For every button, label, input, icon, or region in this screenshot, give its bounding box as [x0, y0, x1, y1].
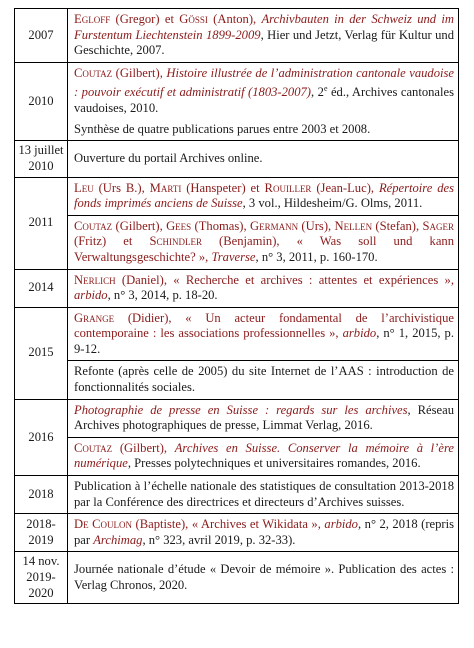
entry-text: Leu — [74, 180, 94, 195]
entry-text: Archimag — [93, 532, 143, 547]
entries-cell — [68, 552, 459, 604]
entry-text: (Urs B.), — [93, 180, 150, 195]
entry-text: Gees — [166, 218, 192, 233]
entry-text: Photographie de presse en Suisse : regards sur les archives — [74, 402, 408, 417]
entry-text: Journée nationale d’étude « Devoir de mémoire ». Publication des actes : Verlag Chronos, 2020. — [74, 562, 454, 592]
chronology-table — [14, 8, 459, 604]
entry-text: arbido — [342, 326, 377, 341]
entry-text: Schindler — [149, 234, 202, 249]
entry-text: arbido — [74, 288, 108, 303]
entry-text: Grange — [74, 310, 115, 325]
year-cell: 2007 — [15, 9, 68, 63]
entries-cell — [68, 9, 459, 63]
table-row — [15, 177, 459, 269]
year-cell: 2018 — [15, 476, 68, 514]
table-row — [15, 141, 459, 177]
entry-text: (Gilbert), — [112, 65, 167, 80]
table-row — [15, 552, 459, 604]
table-row — [15, 62, 459, 141]
year-cell: 13 juillet 2010 — [15, 141, 68, 177]
entry-text: (Didier), « Un acteur fondamental de l’archivistique contemporaine : les associations professionnelles », — [74, 310, 454, 341]
entry-text: , 2 — [311, 85, 324, 100]
entry — [68, 270, 458, 307]
entry-text: Marti — [149, 180, 182, 195]
year-cell: 2015 — [15, 307, 68, 399]
entry-text: , Presses polytechniques et universitaires romandes, 2016. — [127, 456, 421, 471]
entry-text: Germann — [249, 218, 299, 233]
year-cell: 2018-2019 — [15, 514, 68, 552]
entry-text: Ouverture du portail Archives online. — [74, 151, 263, 166]
entry — [68, 514, 458, 551]
entry-text: Nerlich — [74, 272, 116, 287]
entry — [68, 215, 458, 269]
entries-cell — [68, 399, 459, 475]
chronology-page — [14, 8, 459, 604]
table-row — [15, 9, 459, 63]
year-cell: 2010 — [15, 62, 68, 141]
entries-cell — [68, 269, 459, 307]
table-row — [15, 476, 459, 514]
entry-text: Coutaz — [74, 65, 113, 80]
entry-text: e — [323, 84, 328, 94]
entry-text: (Fritz) et — [74, 234, 150, 249]
entry-text: (Jean-Luc), — [311, 180, 379, 195]
entry — [68, 9, 458, 62]
entry — [68, 148, 458, 170]
entry-text: (Benjamin), « Was soll und kann Verwaltungsgeschichte? », — [74, 234, 455, 264]
entry-text: , Hier und Jetzt, Verlag für Kultur und Geschichte, 2007. — [74, 27, 454, 58]
entry-text: , n° 3, 2014, p. 18-20. — [107, 288, 218, 303]
entry-text: Coutaz — [74, 440, 113, 455]
entry-text: , Réseau Archives photographiques de presse, Limmat Verlag, 2016. — [74, 402, 454, 433]
entry-text: , n° 3, 2011, p. 160-170. — [255, 249, 378, 264]
year-cell: 2016 — [15, 399, 68, 475]
entries-cell — [68, 62, 459, 141]
entry-text: Archivbauten in der Schweiz und im Furstentum Liechtenstein 1899-2009 — [74, 12, 454, 42]
entry — [68, 178, 458, 215]
entry — [68, 559, 458, 596]
entry — [68, 63, 458, 141]
entry-text: Rouiller — [264, 180, 312, 195]
entries-cell — [68, 307, 459, 399]
entry-text: arbido — [324, 517, 358, 532]
entry — [68, 308, 458, 361]
table-row — [15, 514, 459, 552]
entry-text: Coutaz — [74, 218, 113, 233]
entry — [68, 400, 458, 437]
entry-text: , n° 323, avril 2019, p. 32-33). — [142, 532, 296, 547]
entry-text: (Stefan), — [372, 218, 423, 233]
entry — [68, 360, 458, 398]
entry — [68, 476, 458, 513]
year-cell: 2011 — [15, 177, 68, 269]
entry-text: (Urs), — [298, 218, 335, 233]
table-row — [15, 269, 459, 307]
entry-text: (Gilbert), — [112, 440, 175, 455]
entry-text: éd., Archives cantonales vaudoises, 2010. — [74, 85, 455, 116]
entry-text: Histoire illustrée de l’administration cantonale vaudoise : pouvoir exécutif et administratif (1803-2007) — [74, 65, 454, 100]
entries-cell — [68, 177, 459, 269]
entries-cell — [68, 476, 459, 514]
table-row — [15, 307, 459, 399]
entry-note: Synthèse de quatre publications parues entre 2003 et 2008. — [74, 121, 371, 136]
entry-text: Nellen — [334, 218, 373, 233]
entry-text: (Baptiste), « Archives et Wikidata », — [132, 517, 325, 532]
entry-text: Archives en Suisse. Conserver la mémoire à l’ère numérique — [74, 440, 454, 471]
year-cell: 14 nov. 2019-2020 — [15, 552, 68, 604]
table-row — [15, 399, 459, 475]
entry-text: Gössi — [179, 12, 208, 26]
entry-text: (Gregor) et — [110, 12, 180, 26]
entry-text: Répertoire des fonds imprimés anciens de Suisse — [74, 180, 455, 211]
entry-text: Refonte (après celle de 2005) du site Internet de l’AAS : introduction de fonctionnalités sociales. — [74, 364, 454, 395]
entry-text: Traverse — [211, 249, 256, 264]
entry-text: Egloff — [74, 12, 111, 26]
entry-text: (Thomas), — [191, 218, 250, 233]
entry-text: , 3 vol., Hildesheim/G. Olms, 2011. — [242, 196, 423, 211]
entry-text: (Daniel), « Recherche et archives : attentes et expériences », — [115, 272, 454, 287]
entry-text: Sager — [422, 218, 454, 233]
entry-text: (Hanspeter) et — [181, 180, 265, 195]
entry-text: , n° 1, 2015, p. 9-12. — [74, 326, 454, 356]
entry-text: Publication à l’échelle nationale des statistiques de consultation 2013-2018 par la Conférence des directrices et directeurs d’Archives suisses. — [74, 479, 454, 509]
entry-text: , n° 2, 2018 (repris par — [74, 517, 454, 547]
entry-text: (Gilbert), — [112, 218, 167, 233]
entries-cell — [68, 141, 459, 177]
entry-text: De Coulon — [74, 517, 132, 532]
year-cell: 2014 — [15, 269, 68, 307]
chronology-table-body — [15, 9, 459, 604]
entries-cell — [68, 514, 459, 552]
entry — [68, 437, 458, 475]
entry-text: (Anton), — [207, 12, 262, 26]
